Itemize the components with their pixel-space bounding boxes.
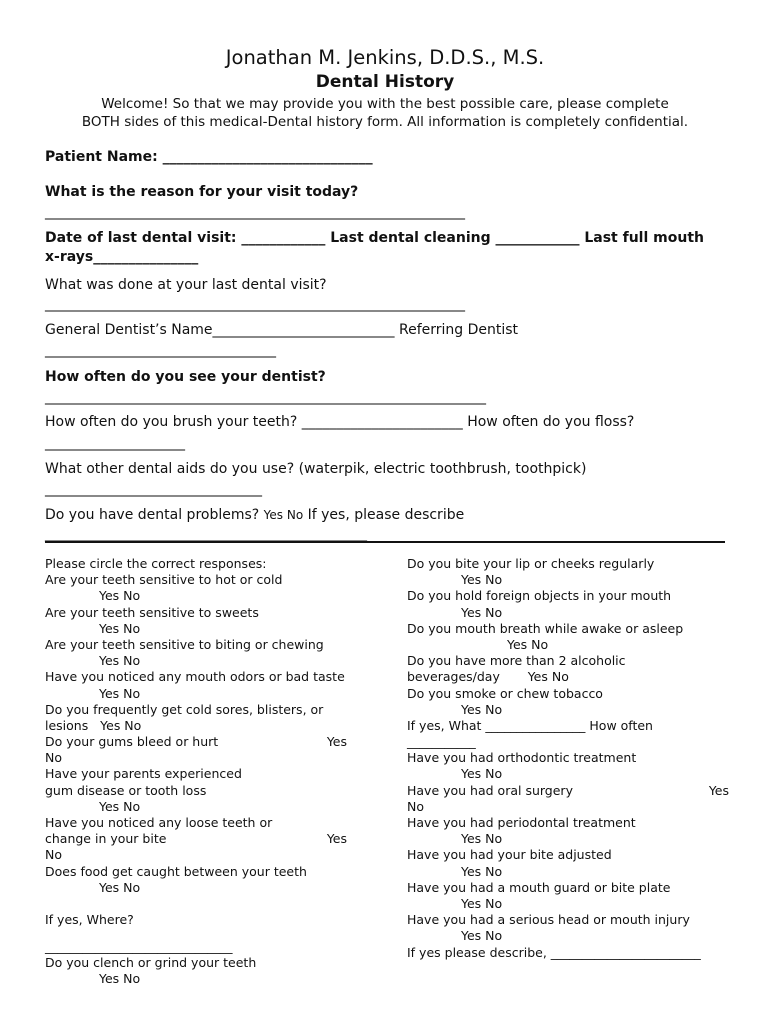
aids-line-1: What other dental aids do you use? (waterpik, electric toothbrush, toothpick) — [45, 461, 587, 477]
dentist-line-2[interactable]: _________________________________ — [45, 342, 276, 358]
question-sweets: Are your teeth sensitive to sweets — [45, 604, 259, 620]
answer-yes-no[interactable]: Yes No — [461, 928, 503, 944]
answer-yes-no[interactable]: Yes No — [99, 620, 141, 636]
answer-yes-no[interactable]: Yes No — [461, 572, 503, 588]
dental-problems-question: Do you have dental problems? — [45, 507, 260, 523]
answer-yes-no[interactable]: Yes No — [100, 717, 142, 733]
question-clench: Do you clench or grind your teeth — [45, 954, 257, 970]
spacer — [45, 896, 365, 912]
reason-question: What is the reason for your visit today? — [45, 184, 359, 200]
injury-describe-field[interactable]: If yes please describe, ________________________ — [407, 944, 701, 960]
question-bite-change: change in your bite — [45, 831, 167, 847]
answer-yes-no[interactable]: Yes No — [99, 685, 141, 701]
question-gums — [45, 734, 365, 750]
question-periodontal: Have you had periodontal treatment — [407, 815, 636, 830]
welcome-line-1: Welcome! So that we may provide you with the best possible care, please complete — [101, 96, 669, 112]
see-dentist-blank[interactable]: _______________________________________________________________ — [45, 389, 486, 405]
answer-yes-no[interactable]: Yes No — [99, 879, 141, 895]
answer-yes-no[interactable]: Yes No — [461, 863, 503, 879]
dental-problems-describe: If yes, please describe — [307, 507, 465, 523]
question-mouth-guard: Have you had a mouth guard or bite plate — [407, 879, 671, 895]
aids-line-2[interactable]: _______________________________ — [45, 481, 262, 497]
doctor-name-title: Jonathan M. Jenkins, D.D.S., M.S. — [225, 46, 545, 69]
brush-line-2[interactable]: ____________________ — [45, 435, 185, 451]
question-oral-surgery — [407, 783, 727, 799]
question-alcohol-cont — [407, 669, 727, 685]
answer-yes[interactable]: Yes — [708, 782, 729, 798]
answer-yes-no[interactable]: Yes No — [527, 669, 569, 685]
question-bite-lip: Do you bite your lip or cheeks regularly — [407, 556, 655, 571]
where-blank[interactable]: ______________________________ — [45, 938, 233, 954]
answer-yes-no[interactable]: Yes No — [99, 970, 141, 986]
reason-blank[interactable]: ____________________________________________________________ — [45, 204, 465, 220]
section-divider — [45, 541, 725, 543]
right-question-column — [407, 556, 727, 961]
answer-no[interactable]: No — [45, 750, 62, 766]
patient-name-field[interactable]: Patient Name: ______________________________ — [45, 149, 373, 165]
question-lesions: lesions — [45, 717, 89, 733]
question-loose-teeth-cont — [45, 831, 365, 847]
welcome-line-2: BOTH sides of this medical-Dental history form. All information is completely confidential. — [81, 114, 689, 130]
question-orthodontic: Have you had orthodontic treatment — [407, 750, 637, 766]
answer-yes[interactable]: Yes — [326, 831, 347, 847]
question-biting: Are your teeth sensitive to biting or chewing — [45, 636, 324, 652]
circle-instructions: Please circle the correct responses: — [45, 556, 267, 571]
last-visit-line-2[interactable]: x-rays_______________ — [45, 249, 199, 265]
answer-yes-no[interactable]: Yes No — [99, 588, 141, 604]
last-visit-line-1[interactable]: Date of last dental visit: ____________ Last dental cleaning ____________ Last full mouth — [45, 230, 704, 246]
dental-problems-blank[interactable]: ______________________________________________ — [45, 526, 367, 542]
answer-yes-no[interactable]: Yes No — [99, 798, 141, 814]
question-alcohol: Do you have more than 2 alcoholic — [407, 653, 626, 669]
answer-yes[interactable]: Yes — [326, 734, 347, 750]
question-hot-cold: Are your teeth sensitive to hot or cold — [45, 572, 283, 588]
left-question-column — [45, 556, 365, 987]
question-food-caught: Does food get caught between your teeth — [45, 863, 307, 879]
last-done-blank[interactable]: ____________________________________________________________ — [45, 296, 465, 312]
last-done-question: What was done at your last dental visit? — [45, 277, 327, 293]
question-loose-teeth: Have you noticed any loose teeth or — [45, 815, 273, 830]
answer-no[interactable]: No — [407, 798, 424, 814]
question-gums-text: Do your gums bleed or hurt — [45, 734, 219, 750]
answer-no[interactable]: No — [45, 847, 62, 863]
question-head-injury: Have you had a serious head or mouth injury — [407, 912, 690, 928]
welcome-text — [0, 95, 770, 131]
answer-yes-no[interactable]: Yes No — [461, 895, 503, 911]
answer-yes-no[interactable]: Yes No — [507, 636, 549, 652]
answer-yes-no[interactable]: Yes No — [461, 766, 503, 782]
tobacco-how-often-blank[interactable]: ___________ — [407, 734, 476, 750]
tobacco-what-field[interactable]: If yes, What ________________ How often — [407, 717, 653, 733]
form-title: Dental History — [315, 72, 455, 92]
question-odors: Have you noticed any mouth odors or bad taste — [45, 669, 345, 685]
dental-problems-yes-no[interactable]: Yes No — [263, 508, 304, 522]
answer-yes-no[interactable]: Yes No — [461, 831, 503, 847]
question-tobacco: Do you smoke or chew tobacco — [407, 685, 603, 701]
dentist-line-1[interactable]: General Dentist’s Name__________________________ Referring Dentist — [45, 322, 519, 338]
answer-yes-no[interactable]: Yes No — [99, 653, 141, 669]
brush-line-1[interactable]: How often do you brush your teeth? _______________________ How often do you floss? — [45, 414, 635, 430]
question-bite-adjusted: Have you had your bite adjusted — [407, 847, 612, 863]
question-mouth-breath: Do you mouth breath while awake or asleep — [407, 620, 684, 636]
question-cold-sores-cont — [45, 718, 365, 734]
question-cold-sores: Do you frequently get cold sores, blisters, or — [45, 701, 324, 717]
answer-yes-no[interactable]: Yes No — [461, 701, 503, 717]
question-beverages: beverages/day — [407, 669, 500, 685]
dental-problems-row — [45, 506, 725, 525]
question-parents-cont: gum disease or tooth loss — [45, 782, 207, 798]
see-dentist-question: How often do you see your dentist? — [45, 369, 326, 385]
where-question: If yes, Where? — [45, 912, 134, 928]
answer-yes-no[interactable]: Yes No — [461, 604, 503, 620]
question-parents: Have your parents experienced — [45, 766, 242, 782]
question-oral-surgery-text: Have you had oral surgery — [407, 782, 573, 798]
question-foreign-objects: Do you hold foreign objects in your mouth — [407, 588, 672, 604]
